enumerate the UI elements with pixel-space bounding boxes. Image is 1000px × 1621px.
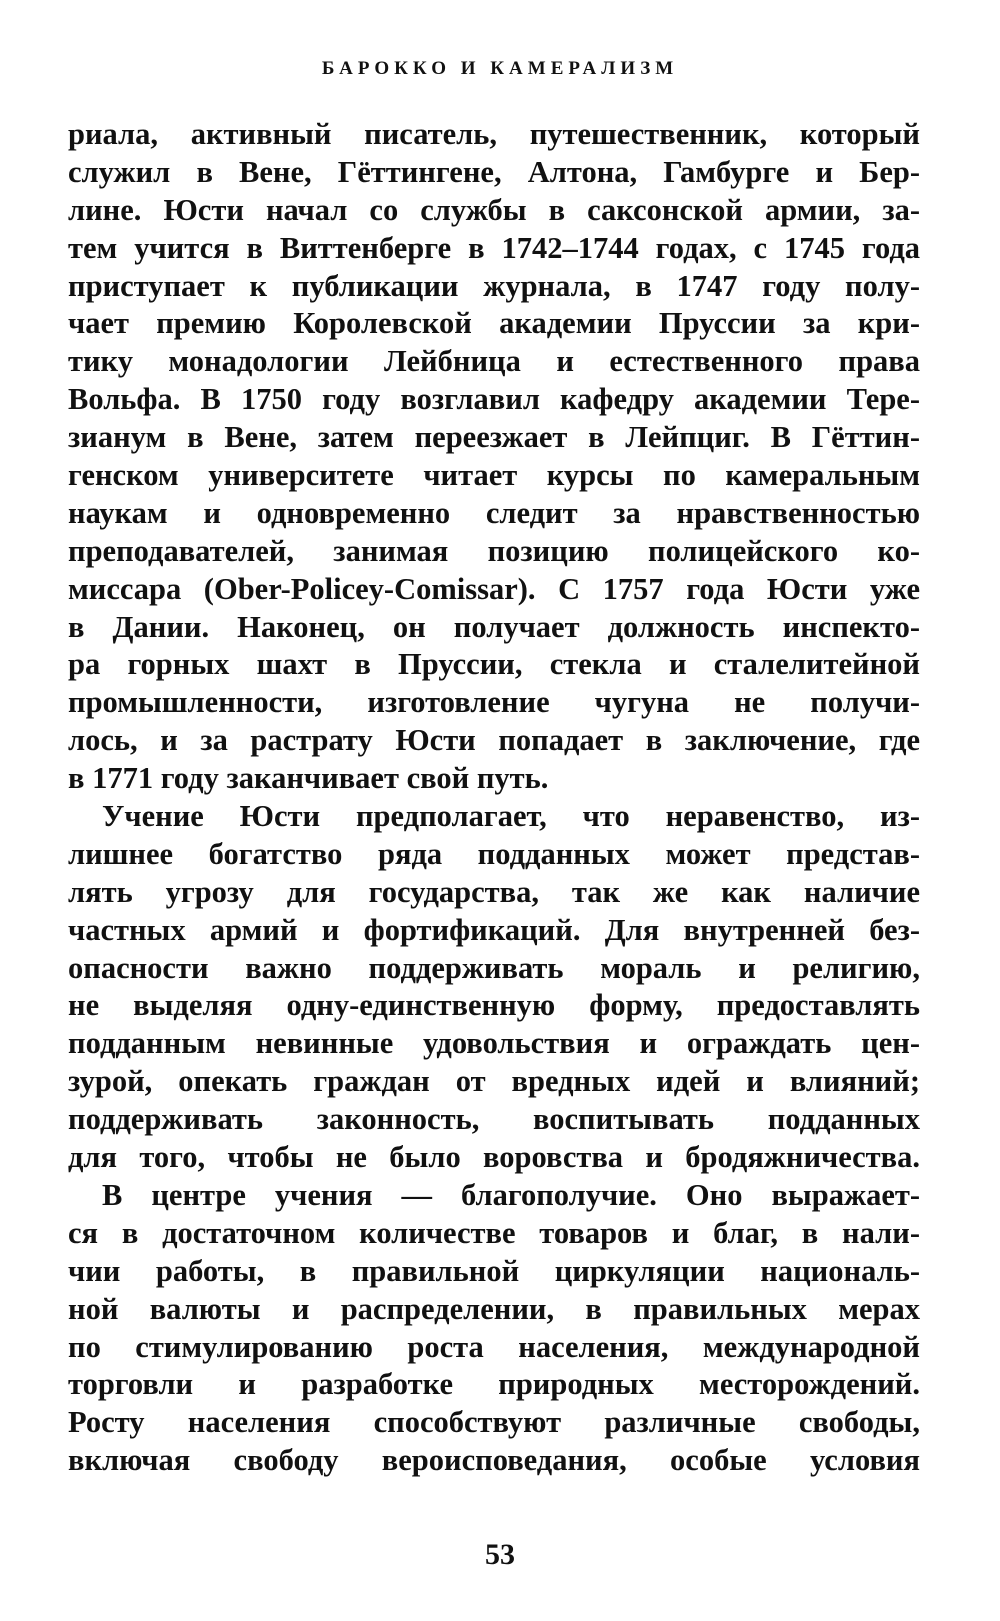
text-line: риала, активный писатель, путешественник, который	[68, 117, 920, 151]
text-line: торговли и разработке природных месторождений.	[68, 1367, 920, 1402]
text-line: наукам и одновременно следит за нравственностью	[68, 495, 920, 530]
text-line: в Дании. Наконец, он получает должность инспекто-	[68, 609, 920, 644]
text-line: включая свободу вероисповедания, особые условия	[68, 1443, 920, 1478]
text-line: чии работы, в правильной циркуляции националь-	[68, 1253, 920, 1288]
text-line: для того, чтобы не было воровства и бродяжничества.	[68, 1140, 920, 1175]
text-line: в 1771 году заканчивает свой путь.	[68, 761, 549, 796]
text-line: ра горных шахт в Пруссии, стекла и сталелитейной	[68, 647, 920, 682]
text-line: преподавателей, занимая позицию полицейского ко-	[68, 533, 920, 568]
text-line: не выделяя одну-единственную форму, предоставлять	[68, 988, 920, 1023]
text-line: служил в Вене, Гёттингене, Алтона, Гамбурге и Бер-	[68, 154, 920, 189]
text-line: промышленности, изготовление чугуна не получи-	[68, 685, 920, 720]
page-number: 53	[485, 1538, 515, 1571]
text-line: подданным невинные удовольствия и ограждать цен-	[68, 1026, 920, 1061]
running-head: БАРОККО И КАМЕРАЛИЗМ	[321, 58, 679, 79]
text-line: поддерживать законность, воспитывать подданных	[68, 1102, 920, 1137]
text-line: ся в достаточном количестве товаров и благ, в нали-	[68, 1215, 920, 1250]
text-line: ной валюты и распределении, в правильных мерах	[68, 1291, 920, 1326]
text-line: опасности важно поддерживать мораль и религию,	[68, 950, 920, 985]
text-line: зианум в Вене, затем переезжает в Лейпциг. В Гёттин-	[68, 420, 920, 455]
text-line: лось, и за растрату Юсти попадает в заключение, где	[68, 723, 920, 758]
text-line: лишнее богатство ряда подданных может представ-	[68, 836, 920, 871]
text-line: лять угрозу для государства, так же как наличие	[68, 874, 920, 909]
text-line: лине. Юсти начал со службы в саксонской армии, за-	[68, 192, 920, 227]
paragraph-start-line: В центре учения — благополучие. Оно выражает-	[102, 1177, 920, 1212]
text-line: чает премию Королевской академии Пруссии за кри-	[68, 306, 920, 341]
body-text	[68, 116, 920, 1480]
text-line: миссара (Ober-Policey-Comissar). С 1757 года Юсти уже	[68, 571, 920, 606]
text-line: Вольфа. В 1750 году возглавил кафедру академии Тере-	[68, 382, 920, 417]
text-line: приступает к публикации журнала, в 1747 году полу-	[68, 268, 920, 303]
text-line: тем учится в Виттенберге в 1742–1744 годах, с 1745 года	[68, 230, 920, 265]
paragraph-start-line: Учение Юсти предполагает, что неравенство, из-	[102, 799, 920, 834]
text-line: частных армий и фортификаций. Для внутренней без-	[68, 912, 920, 947]
text-line: по стимулированию роста населения, международной	[68, 1329, 920, 1364]
text-line: Росту населения способствуют различные свободы,	[68, 1405, 920, 1440]
text-line: тику монадологии Лейбница и естественного права	[68, 344, 920, 379]
text-line: генском университете читает курсы по камеральным	[68, 458, 920, 493]
text-line: зурой, опекать граждан от вредных идей и влияний;	[68, 1064, 920, 1099]
